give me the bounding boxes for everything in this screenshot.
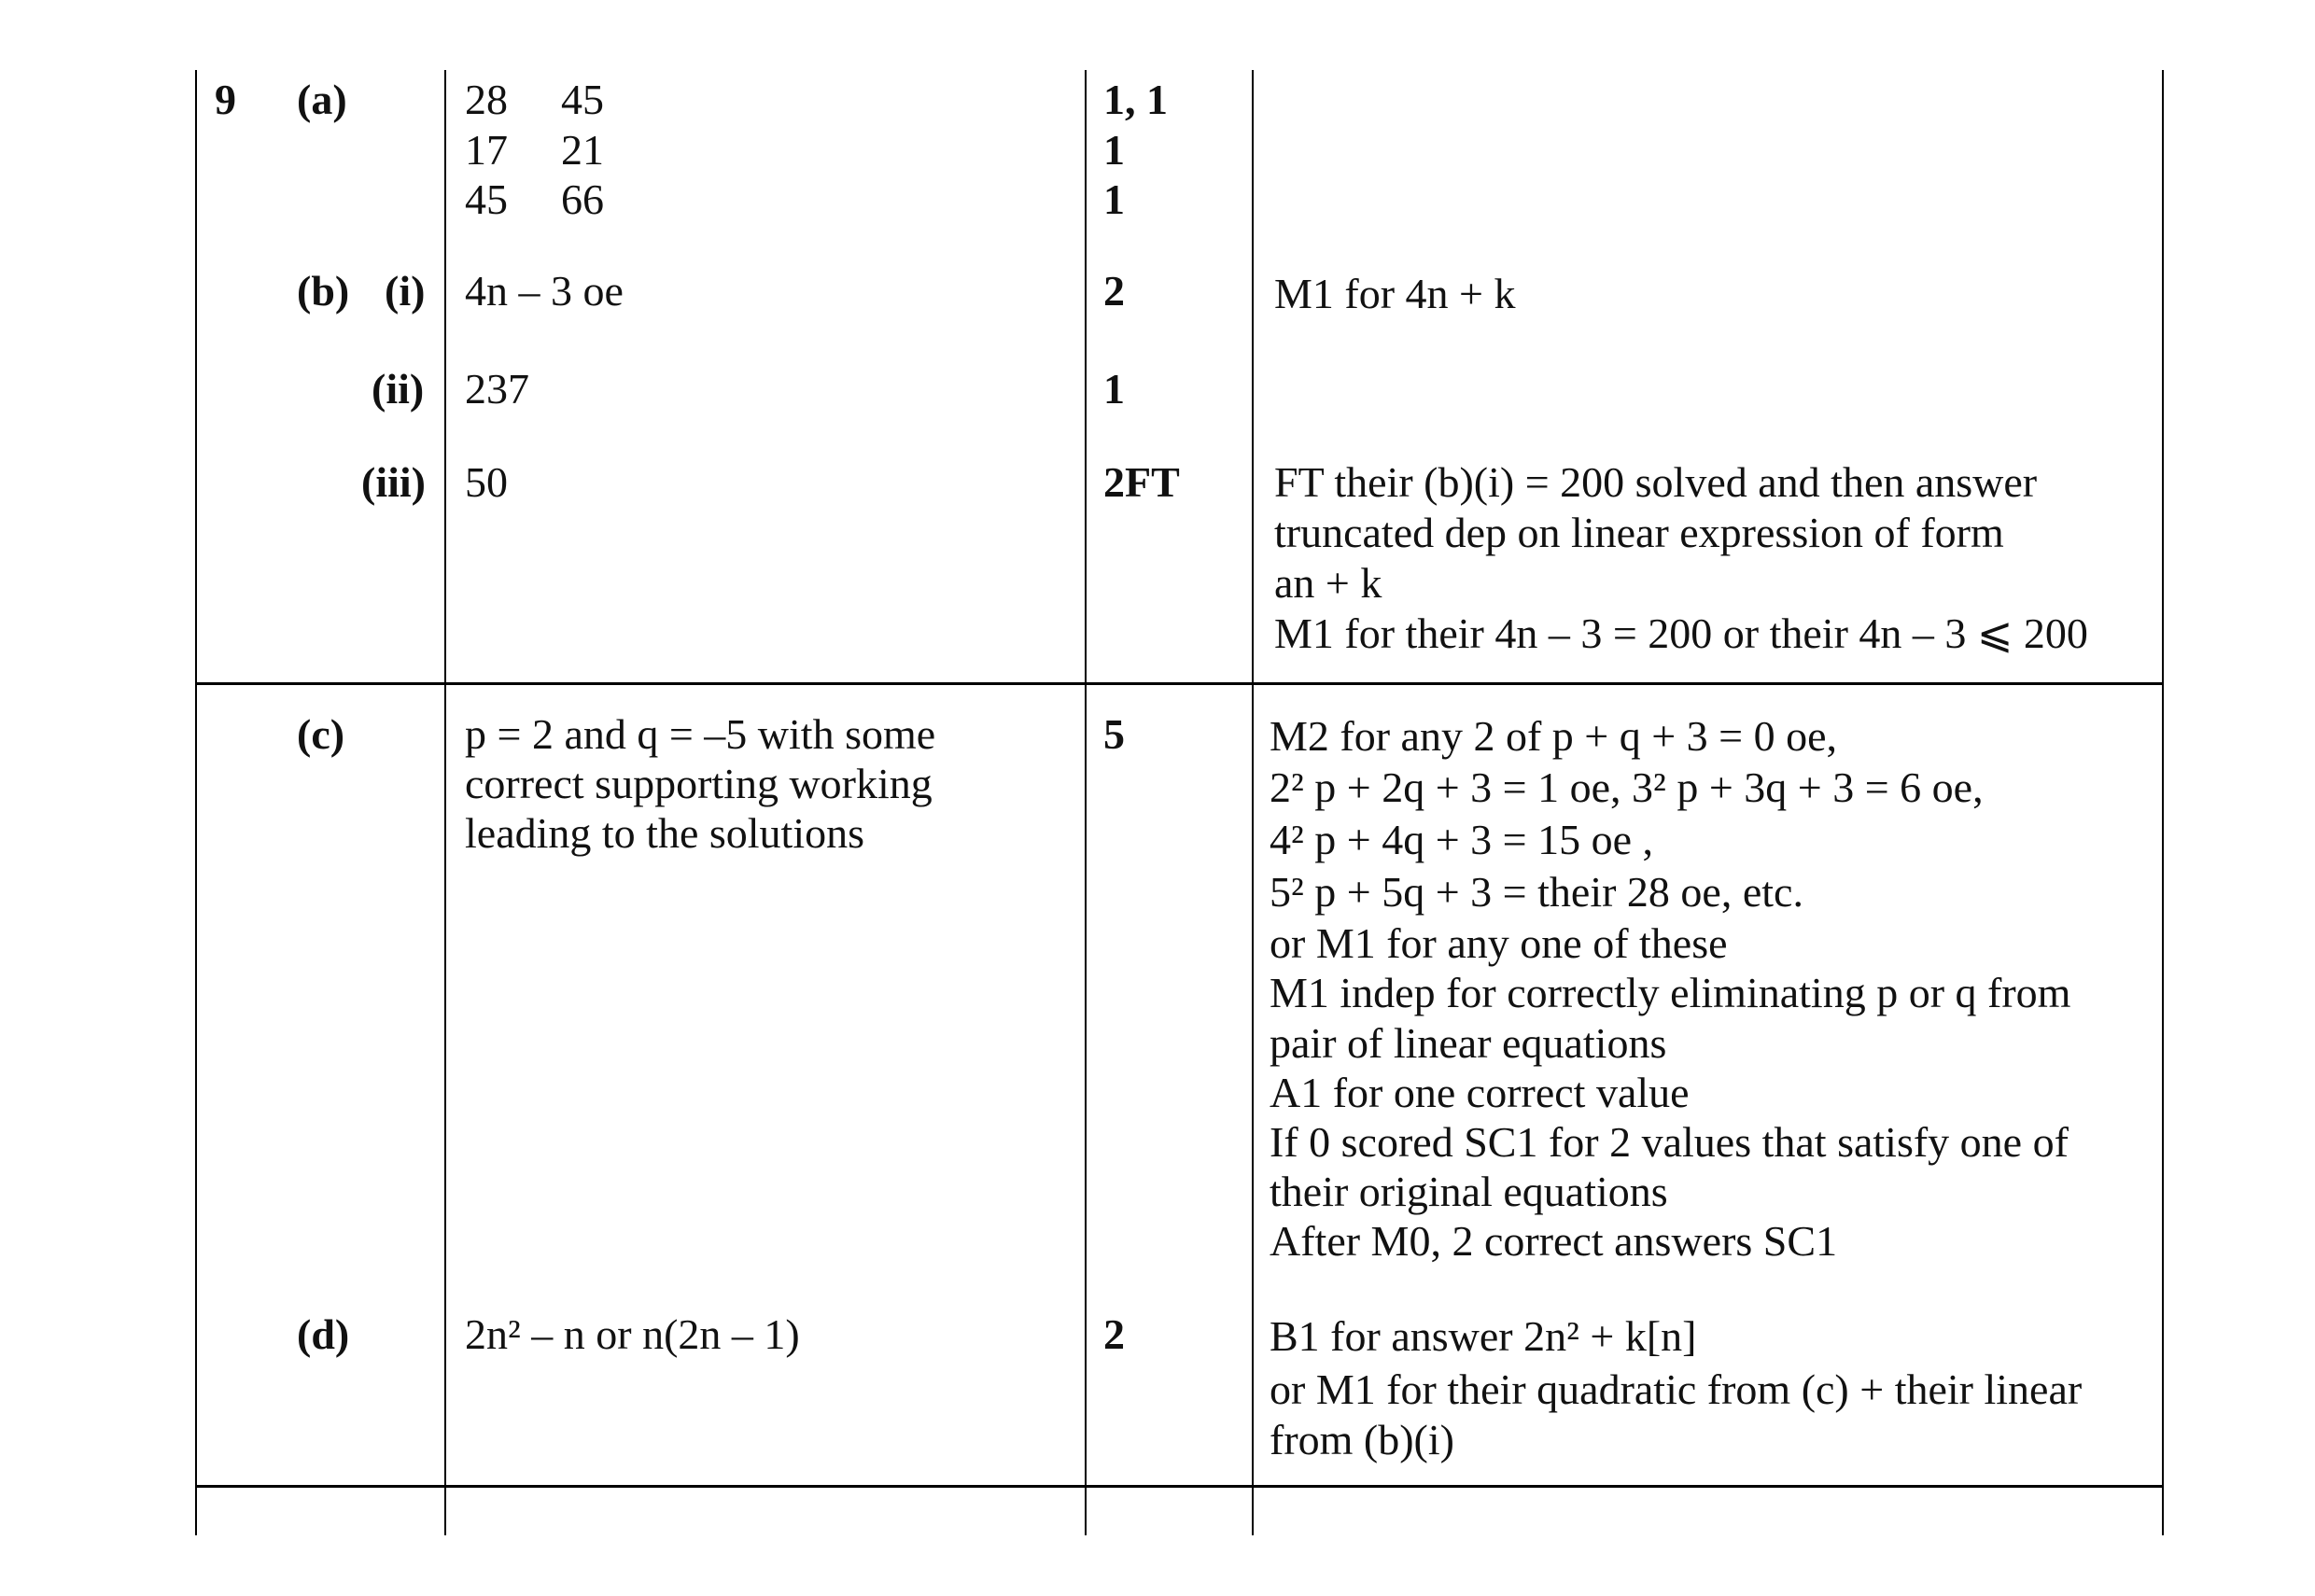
part-b-i-answer: 4n – 3 oe <box>465 267 624 315</box>
answer-value: 28 <box>465 76 508 123</box>
part-b-i-label: (i) <box>385 267 426 315</box>
part-a-marks-2: 1 <box>1103 126 1125 174</box>
column-divider-guidance <box>1252 70 1254 1535</box>
answer-value: 45 <box>465 175 508 223</box>
part-c-guidance-line-4: 5² p + 5q + 3 = their 28 oe, etc. <box>1270 868 1803 916</box>
answer-value: 21 <box>561 126 604 174</box>
part-c-guidance-line-6: M1 indep for correctly eliminating p or q from <box>1270 969 2071 1016</box>
part-b-iii-guidance-line-2: truncated dep on linear expression of form <box>1274 509 2004 556</box>
part-b-ii-label: (ii) <box>372 365 425 413</box>
answer-value: 66 <box>561 175 604 223</box>
part-c-guidance-line-1: M2 for any 2 of p + q + 3 = 0 oe, <box>1270 712 1838 760</box>
part-d-guidance-line-1: B1 for answer 2n² + k[n] <box>1270 1312 1697 1360</box>
row-divider-2 <box>195 1485 2164 1488</box>
table-left-border <box>195 70 197 1535</box>
part-b-iii-guidance-line-4: M1 for their 4n – 3 = 200 or their 4n – 3 ⩽ 200 <box>1274 609 2088 657</box>
part-d-label: (d) <box>297 1310 350 1358</box>
part-a-answer-row-1 <box>465 75 604 125</box>
question-number: 9 <box>215 76 236 123</box>
column-divider-answer <box>444 70 446 1535</box>
part-a-marks-3: 1 <box>1103 175 1125 223</box>
part-c-guidance-line-5: or M1 for any one of these <box>1270 919 1728 967</box>
part-c-guidance-line-10: their original equations <box>1270 1168 1668 1215</box>
part-c-answer-line-1: p = 2 and q = –5 with some <box>465 710 936 758</box>
part-d-guidance-line-2: or M1 for their quadratic from (c) + their linear <box>1270 1365 2083 1413</box>
answer-value: 45 <box>561 76 604 123</box>
part-b-iii-guidance-line-1: FT their (b)(i) = 200 solved and then answer <box>1274 458 2038 506</box>
part-c-answer-line-3: leading to the solutions <box>465 809 865 857</box>
part-b-iii-label: (iii) <box>361 458 426 506</box>
part-a-marks-1: 1, 1 <box>1103 76 1168 123</box>
part-d-answer: 2n² – n or n(2n – 1) <box>465 1310 800 1358</box>
part-c-guidance-line-8: A1 for one correct value <box>1270 1069 1690 1116</box>
part-c-answer-line-2: correct supporting working <box>465 760 933 807</box>
part-c-guidance-line-7: pair of linear equations <box>1270 1019 1667 1067</box>
part-c-label: (c) <box>297 710 345 758</box>
part-b-iii-guidance-line-3: an + k <box>1274 559 1382 607</box>
part-b-ii-marks: 1 <box>1103 365 1125 413</box>
part-a-answer-row-3 <box>465 175 604 225</box>
part-c-marks: 5 <box>1103 710 1125 758</box>
row-divider-1 <box>195 682 2164 685</box>
part-b-i-marks: 2 <box>1103 267 1125 315</box>
part-c-guidance-line-3: 4² p + 4q + 3 = 15 oe , <box>1270 816 1654 863</box>
part-a-answer-row-2 <box>465 125 604 175</box>
part-c-guidance-line-9: If 0 scored SC1 for 2 values that satisfy one of <box>1270 1118 2069 1166</box>
part-c-guidance-line-11: After M0, 2 correct answers SC1 <box>1270 1217 1838 1265</box>
part-b-ii-answer: 237 <box>465 365 529 413</box>
part-b-i-guidance: M1 for 4n + k <box>1274 270 1516 317</box>
column-divider-marks <box>1085 70 1087 1535</box>
part-c-guidance-line-2: 2² p + 2q + 3 = 1 oe, 3² p + 3q + 3 = 6 oe, <box>1270 763 1984 811</box>
part-b-iii-answer: 50 <box>465 458 508 506</box>
part-d-marks: 2 <box>1103 1310 1125 1358</box>
part-b-iii-marks: 2FT <box>1103 458 1180 506</box>
part-a-label: (a) <box>297 76 347 123</box>
part-b-label: (b) <box>297 267 350 315</box>
part-d-guidance-line-3: from (b)(i) <box>1270 1416 1454 1463</box>
answer-value: 17 <box>465 126 508 174</box>
table-right-border <box>2162 70 2164 1535</box>
